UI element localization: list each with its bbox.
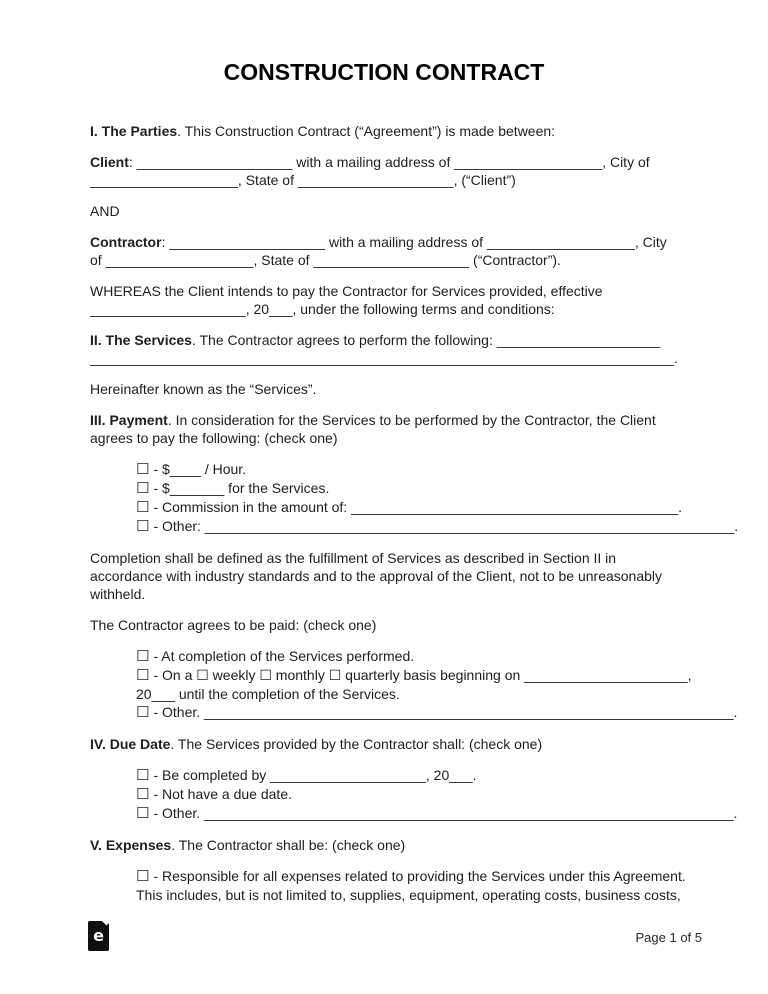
- due-date-option-no-due-date: [136, 785, 678, 804]
- checkbox-icon: ☐: [136, 667, 150, 684]
- option-text: - Other: ____________________________________________________________________.: [153, 518, 739, 534]
- checkbox-icon: ☐: [136, 786, 150, 803]
- section-heading-services: II. The Services: [90, 332, 192, 348]
- due-date-option-completed-by: [136, 766, 678, 785]
- eforms-logo-letter: e: [93, 926, 104, 945]
- paragraph-and: AND: [90, 203, 120, 219]
- completion-line-3: withheld.: [90, 586, 146, 602]
- payment-line-2: agrees to pay the following: (check one): [90, 430, 338, 446]
- whereas-line-2: ____________________, 20___, under the following terms and conditions:: [90, 301, 555, 317]
- checkbox-icon: ☐: [136, 499, 150, 516]
- payment-option-hourly: [136, 460, 678, 479]
- option-text: - Other. ____________________________________________________________________.: [153, 805, 738, 821]
- page-number-label: Page 1 of 5: [635, 930, 702, 945]
- option-text: - At completion of the Services performed.: [153, 648, 415, 664]
- due-date-options: [90, 766, 738, 823]
- option-text: - Commission in the amount of: __________________________________________.: [153, 499, 682, 515]
- option-text: - On a ☐ weekly ☐ monthly ☐ quarterly basis beginning on _____________________,: [153, 667, 692, 683]
- eforms-logo-icon: [88, 921, 109, 951]
- payment-line-1: [90, 411, 678, 429]
- services-fill-line: ___________________________________________________________________________.: [90, 350, 678, 366]
- option-text: - $____ / Hour.: [153, 461, 247, 477]
- services-text: . The Contractor agrees to perform the following: _____________________: [191, 332, 661, 348]
- contractor-label: Contractor: [90, 234, 162, 250]
- option-text: - Other. ____________________________________________________________________.: [153, 704, 738, 720]
- payment-options: [90, 460, 739, 536]
- whereas-line-1: WHEREAS the Client intends to pay the Contractor for Services provided, effective: [90, 283, 603, 299]
- paid-options: [90, 647, 738, 722]
- payment-option-fixed: [136, 479, 678, 498]
- paid-option-other: [136, 703, 738, 722]
- contractor-line-1-text: : ____________________ with a mailing address of ___________________, City: [161, 234, 667, 250]
- section-heading-parties: I. The Parties: [90, 123, 178, 139]
- paragraph-whereas: [90, 282, 678, 318]
- checkbox-icon: ☐: [136, 704, 150, 721]
- checkbox-icon: ☐: [136, 805, 150, 822]
- contractor-line-1: [90, 233, 678, 251]
- paid-option-periodic-continued: 20___ until the completion of the Services.: [136, 686, 400, 702]
- option-text: - $_______ for the Services.: [153, 480, 330, 496]
- section-heading-payment: III. Payment: [90, 412, 168, 428]
- paid-option-at-completion: [136, 647, 678, 666]
- expenses-options: [90, 867, 686, 904]
- checkbox-icon: ☐: [136, 767, 150, 784]
- checkbox-icon: ☐: [136, 518, 150, 535]
- client-line-1: [90, 153, 678, 171]
- paragraph-contractor: [90, 233, 678, 269]
- payment-option-commission: [136, 498, 682, 517]
- paid-option-periodic: [136, 666, 692, 685]
- expenses-option-responsible: [136, 867, 686, 886]
- paragraph-completion: [90, 549, 678, 603]
- completion-line-2: accordance with industry standards and to the approval of the Client, not to be unreasonably: [90, 568, 663, 584]
- paragraph-parties: [90, 122, 678, 140]
- section-heading-expenses: V. Expenses: [90, 837, 172, 853]
- checkbox-icon: ☐: [136, 868, 150, 885]
- completion-line-1: Completion shall be defined as the fulfillment of Services as described in Section II in: [90, 550, 617, 566]
- paragraph-services: [90, 331, 678, 367]
- page-content: [0, 58, 768, 904]
- checkbox-icon: ☐: [136, 480, 150, 497]
- paragraph-expenses: [90, 836, 678, 854]
- payment-option-other: [136, 517, 739, 536]
- services-line-1: [90, 331, 678, 349]
- contractor-line-2: of ___________________, State of ____________________ (“Contractor”).: [90, 252, 561, 268]
- client-line-2: ___________________, State of ____________________, (“Client”): [90, 172, 516, 188]
- paragraph-paid-intro: The Contractor agrees to be paid: (check one): [90, 617, 377, 633]
- paragraph-hereinafter: Hereinafter known as the “Services”.: [90, 381, 317, 397]
- option-text: - Not have a due date.: [153, 786, 292, 802]
- checkbox-icon: ☐: [136, 648, 150, 665]
- due-date-option-other: [136, 804, 738, 823]
- option-text: - Responsible for all expenses related to providing the Services under this Agreement.: [153, 868, 686, 884]
- option-text: - Be completed by ____________________, 20___.: [153, 767, 477, 783]
- paragraph-due-date: [90, 735, 678, 753]
- document-title: CONSTRUCTION CONTRACT: [223, 59, 545, 85]
- expenses-option-continued: This includes, but is not limited to, supplies, equipment, operating costs, business costs,: [136, 887, 681, 903]
- client-label: Client: [90, 154, 129, 170]
- payment-text: . In consideration for the Services to be performed by the Contractor, the Client: [167, 412, 656, 428]
- expenses-text: . The Contractor shall be: (check one): [171, 837, 406, 853]
- due-date-text: . The Services provided by the Contractor shall: (check one): [170, 736, 543, 752]
- parties-text: . This Construction Contract (“Agreement”) is made between:: [177, 123, 556, 139]
- paragraph-payment: [90, 411, 678, 447]
- client-line-1-text: : ____________________ with a mailing address of ___________________, City of: [128, 154, 650, 170]
- checkbox-icon: ☐: [136, 461, 150, 478]
- section-heading-due-date: IV. Due Date: [90, 736, 171, 752]
- paragraph-client: [90, 153, 678, 189]
